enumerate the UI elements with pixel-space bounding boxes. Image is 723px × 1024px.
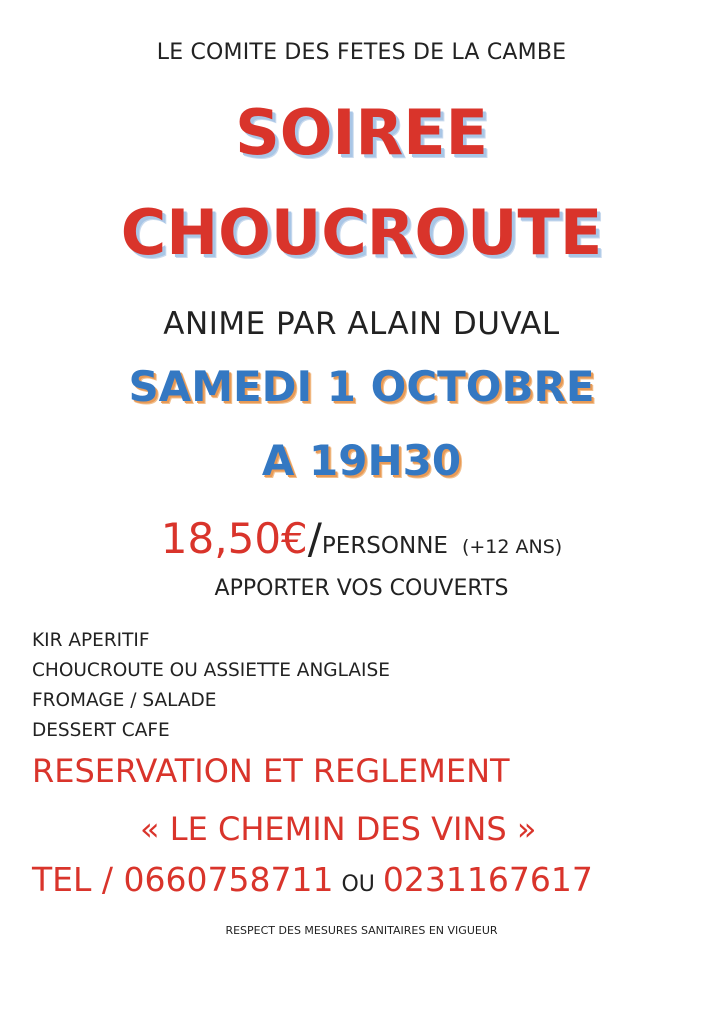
organizer-heading: LE COMITE DES FETES DE LA CAMBE (156, 40, 567, 65)
event-time: A 19H30 (261, 436, 462, 485)
phone-number-1: 0660758711 (123, 860, 334, 899)
event-date: SAMEDI 1 OCTOBRE (128, 362, 595, 411)
price-separator: / (307, 514, 322, 563)
event-title-line2: CHOUCROUTE (120, 196, 603, 269)
menu-item: KIR APERITIF (32, 630, 150, 651)
menu-item: FROMAGE / SALADE (32, 690, 217, 711)
phone-prefix: TEL / (32, 860, 124, 899)
phone-number-2: 0231167617 (382, 860, 593, 899)
menu-item: CHOUCROUTE OU ASSIETTE ANGLAISE (32, 660, 390, 681)
animator-line: ANIME PAR ALAIN DUVAL (163, 306, 560, 342)
sanitary-notice: RESPECT DES MESURES SANITAIRES EN VIGUEUR (225, 924, 498, 937)
menu-list (32, 626, 390, 746)
phone-or-label: OU (341, 872, 375, 897)
event-title-line1: SOIREE (235, 96, 488, 169)
reservation-heading: RESERVATION ET REGLEMENT (32, 752, 510, 790)
venue-name: « LE CHEMIN DES VINS » (140, 810, 537, 848)
per-person-label: PERSONNE (321, 533, 448, 559)
phone-line (32, 860, 593, 899)
price-amount: 18,50€ (160, 514, 308, 563)
bring-cutlery-note: APPORTER VOS COUVERTS (214, 576, 509, 601)
menu-item: DESSERT CAFE (32, 720, 170, 741)
price-row (0, 514, 723, 563)
age-condition: (+12 ANS) (461, 536, 563, 558)
